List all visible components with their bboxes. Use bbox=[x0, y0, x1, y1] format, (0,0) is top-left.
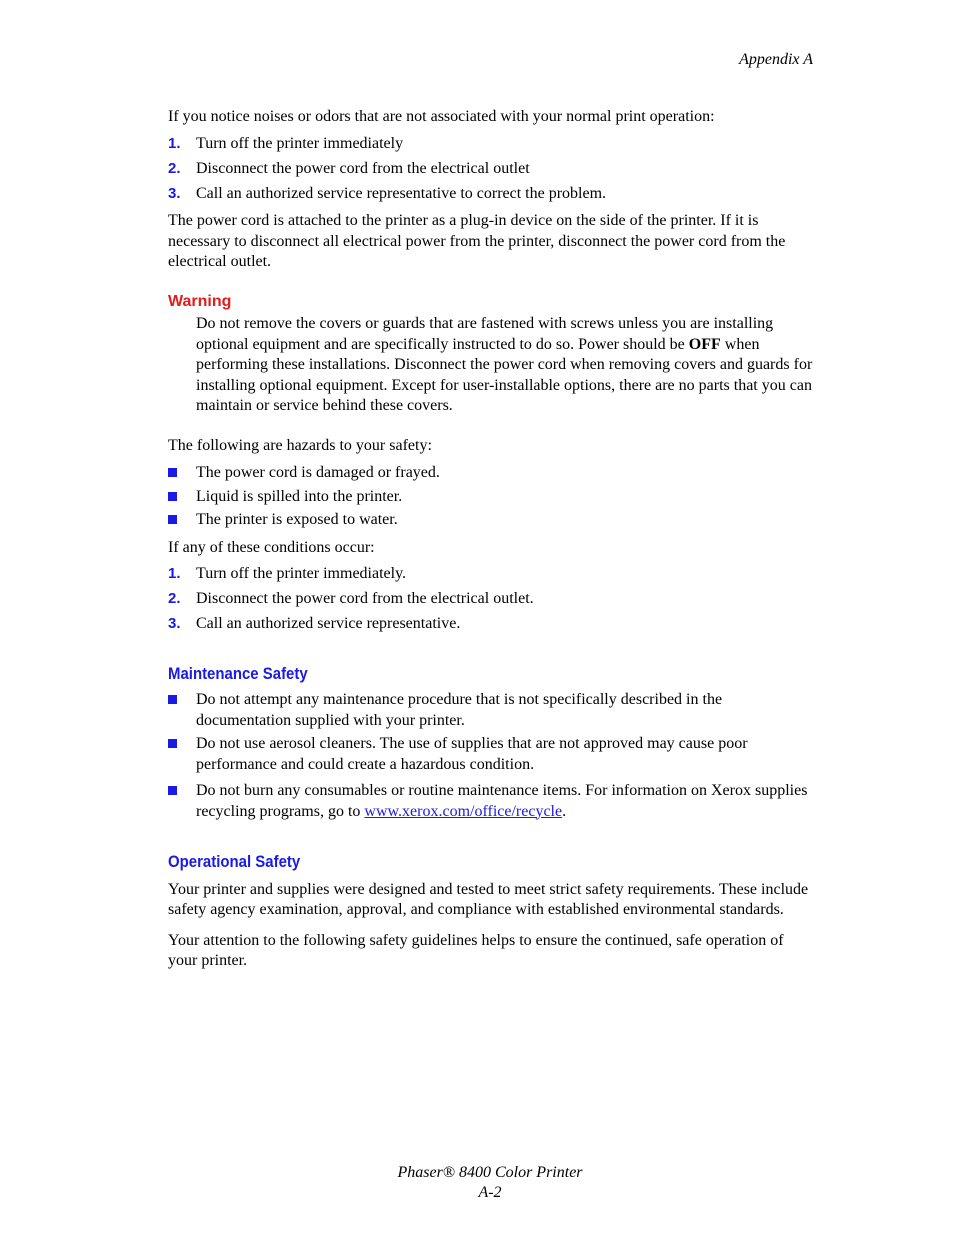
warning-text: Do not remove the covers or guards that are fastened with screws unless you are installing optional equipment and are specifically instructed to do so. Power should be OFF when performing these installations. Disconnect the power cord when removing covers and guards for installing optional equipment. Except for user-installable options, there are no parts that you can maintain or service behind these covers. bbox=[196, 315, 813, 414]
maintenance-list bbox=[168, 690, 813, 822]
step-number: 3. bbox=[168, 615, 181, 632]
step-number: 1. bbox=[168, 134, 181, 152]
page-body bbox=[168, 107, 813, 972]
list-item bbox=[168, 564, 813, 585]
footer-product-name: Phaser® 8400 Color Printer bbox=[397, 1164, 583, 1181]
list-item: The power cord is damaged or frayed. bbox=[168, 463, 813, 484]
step-number: 2. bbox=[168, 590, 181, 607]
list-item: Do not use aerosol cleaners. The use of supplies that are not approved may cause poor performance and could create a hazardous condition. bbox=[168, 734, 813, 775]
step-text: Turn off the printer immediately. bbox=[196, 565, 407, 582]
operational-paragraph-2: Your attention to the following safety guidelines helps to ensure the continued, safe operation of your printer. bbox=[168, 931, 784, 969]
step-number: 3. bbox=[168, 184, 181, 202]
noise-steps-list bbox=[168, 134, 813, 205]
page-number: A-2 bbox=[478, 1184, 502, 1201]
bullet-square-icon bbox=[168, 739, 177, 748]
intro-paragraph: If you notice noises or odors that are not associated with your normal print operation: bbox=[168, 108, 715, 125]
list-item bbox=[168, 614, 813, 635]
bullet-square-icon bbox=[168, 695, 177, 704]
bullet-square-icon bbox=[168, 492, 177, 501]
maintenance-safety-heading: Maintenance Safety bbox=[168, 663, 308, 683]
page-footer bbox=[0, 1163, 954, 1203]
step-number: 1. bbox=[168, 565, 181, 582]
step-text: Call an authorized service representative to correct the problem. bbox=[196, 184, 607, 202]
step-text: Turn off the printer immediately bbox=[196, 134, 404, 152]
list-item: Do not attempt any maintenance procedure that is not specifically described in the documentation supplied with your printer. bbox=[168, 690, 813, 731]
hazards-list bbox=[168, 463, 813, 531]
power-cord-paragraph: The power cord is attached to the printer as a plug-in device on the side of the printer. If it is necessary to disconnect all electrical power from the printer, disconnect the power cord from the electrical outlet. bbox=[168, 212, 786, 270]
step-text: Call an authorized service representative. bbox=[196, 615, 461, 632]
step-number: 2. bbox=[168, 159, 181, 177]
recycle-link[interactable]: www.xerox.com/office/recycle bbox=[364, 802, 563, 820]
list-item: The printer is exposed to water. bbox=[168, 510, 813, 531]
list-item bbox=[168, 589, 813, 610]
bullet-square-icon bbox=[168, 468, 177, 477]
off-emphasis: OFF bbox=[688, 335, 721, 353]
step-text: Disconnect the power cord from the electrical outlet bbox=[196, 159, 530, 177]
list-item bbox=[168, 184, 813, 205]
hazards-intro: The following are hazards to your safety: bbox=[168, 436, 432, 454]
list-item: Liquid is spilled into the printer. bbox=[168, 487, 813, 508]
operational-paragraph-1: Your printer and supplies were designed and tested to meet strict safety requirements. These include safety agency examination, approval, and compliance with established environmental standards. bbox=[168, 880, 809, 918]
warning-heading: Warning bbox=[168, 292, 232, 310]
conditions-intro: If any of these conditions occur: bbox=[168, 538, 375, 556]
operational-safety-heading: Operational Safety bbox=[168, 852, 301, 871]
list-item bbox=[168, 134, 813, 155]
conditions-steps-list bbox=[168, 564, 813, 635]
running-header: Appendix A bbox=[739, 51, 813, 68]
bullet-square-icon bbox=[168, 786, 177, 795]
step-text: Disconnect the power cord from the electrical outlet. bbox=[196, 590, 534, 607]
list-item: Do not burn any consumables or routine maintenance items. For information on Xerox supplies recycling programs, go to www.xerox.com/office/recycle. bbox=[168, 781, 813, 822]
list-item bbox=[168, 159, 813, 180]
bullet-square-icon bbox=[168, 515, 177, 524]
